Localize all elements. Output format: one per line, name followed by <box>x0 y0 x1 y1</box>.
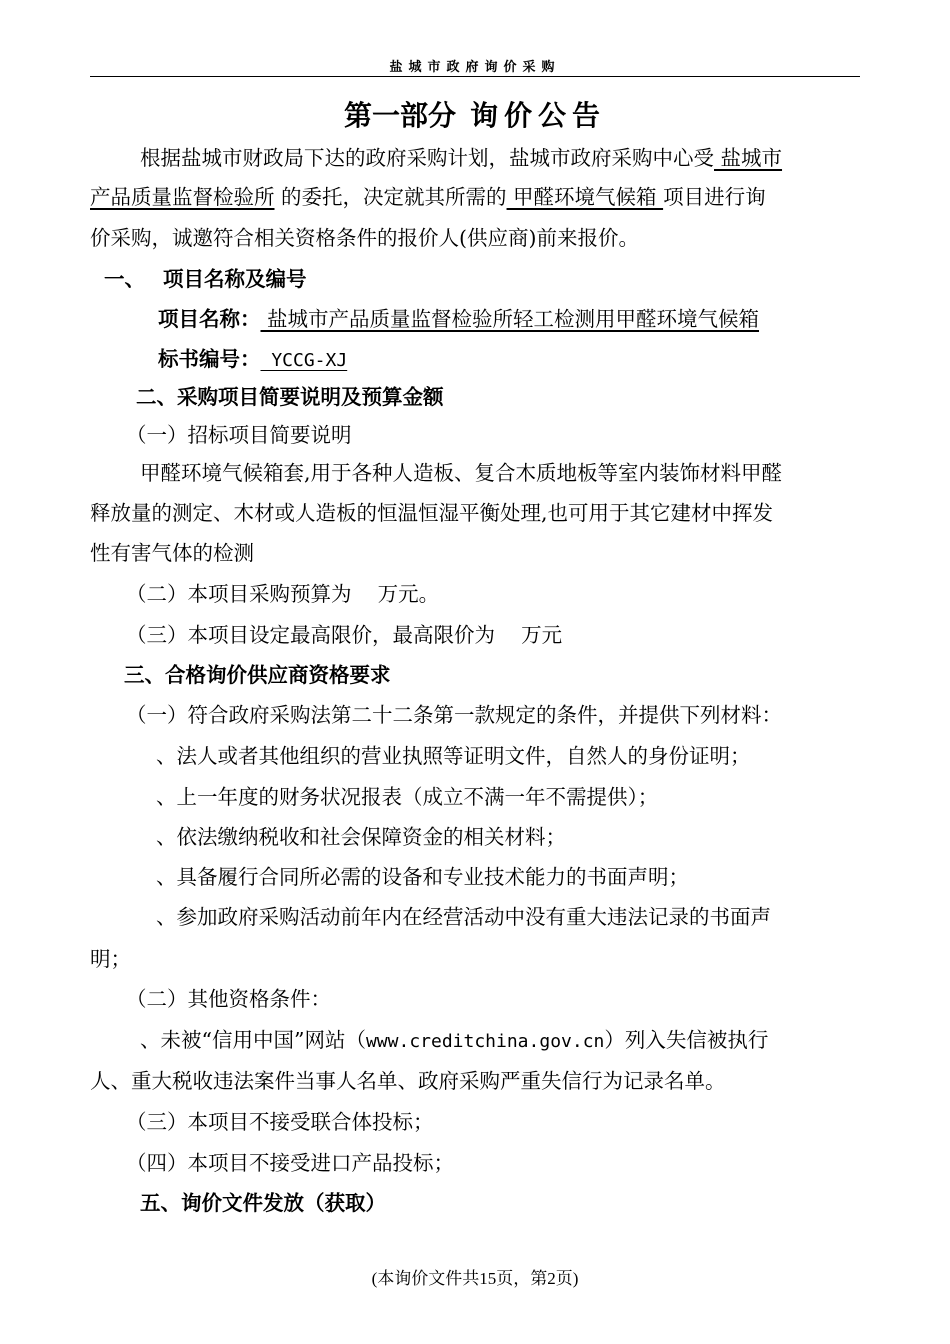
requirement-item-4: 、具备履行合同所必需的设备和专业技术能力的书面声明； <box>156 865 689 889</box>
header-divider <box>90 76 860 77</box>
max-price-line: （三）本项目设定最高限价，最高限价为 万元 <box>126 623 563 647</box>
intro-project-name: 甲醛环境气候箱 <box>506 185 664 209</box>
section-1-title: 项目名称及编号 <box>163 267 307 291</box>
other-condition-line-2: 人、重大税收违法案件当事人名单、政府采购严重失信行为记录名单。 <box>90 1069 726 1093</box>
requirement-item-2: 、上一年度的财务状况报表（成立不满一年不需提供）； <box>156 785 659 809</box>
tender-code-row <box>90 346 933 374</box>
page-footer: (本询价文件共15页，第2页) <box>371 1269 579 1288</box>
other-condition-line-1 <box>90 1027 915 1055</box>
title-part: 第一部分 <box>343 99 456 132</box>
page-title <box>0 94 950 134</box>
running-header: 盐城市政府询价采购 <box>389 60 561 75</box>
project-name-value: 盐城市产品质量监督检验所轻工检测用甲醛环境气候箱 <box>260 307 760 331</box>
section-1-heading <box>90 266 879 292</box>
title-name: 询价公告 <box>470 99 607 132</box>
section-5-heading: 五、询价文件发放（获取） <box>140 1191 386 1215</box>
section-3-sub-2: （二）其他资格条件： <box>126 987 331 1011</box>
section-3-sub-1: （一）符合政府采购法第二十二条第一款规定的条件，并提供下列材料： <box>126 703 782 727</box>
section-3-sub-4: （四）本项目不接受进口产品投标； <box>126 1151 454 1175</box>
requirement-item-5: 、参加政府采购活动前年内在经营活动中没有重大违法记录的书面声 <box>156 905 771 929</box>
other-condition-text: 、未被“信用中国”网站（ <box>140 1028 366 1052</box>
project-name-label: 项目名称： <box>158 307 261 331</box>
description-line-1: 甲醛环境气候箱套,用于各种人造板、复合木质地板等室内装饰材料甲醛 <box>140 461 783 485</box>
project-name-row <box>90 306 933 332</box>
intro-text: 根据盐城市财政局下达的政府采购计划，盐城市政府采购中心受 <box>140 146 714 170</box>
section-3-sub-3: （三）本项目不接受联合体投标； <box>126 1110 434 1134</box>
requirement-item-1: 、法人或者其他组织的营业执照等证明文件，自然人的身份证明； <box>156 744 751 768</box>
tender-code-label: 标书编号： <box>158 347 261 371</box>
section-2-heading: 二、采购项目简要说明及预算金额 <box>136 385 444 409</box>
intro-text: 的委托，决定就其所需的 <box>274 185 507 209</box>
tender-code-value: YCCG-XJ <box>260 350 348 371</box>
intro-text: 项目进行询 <box>663 185 766 209</box>
intro-entrusting-party-cont: 产品质量监督检验所 <box>90 185 275 209</box>
section-1-number: 一、 <box>104 267 145 291</box>
intro-entrusting-party: 盐城市 <box>714 146 783 170</box>
creditchina-url: www.creditchina.gov.cn <box>365 1031 605 1052</box>
section-2-sub-1: （一）招标项目简要说明 <box>126 423 352 447</box>
intro-line-1 <box>90 145 915 171</box>
requirement-item-5-cont: 明； <box>90 947 131 971</box>
intro-line-3: 价采购，诚邀符合相关资格条件的报价人(供应商)前来报价。 <box>90 226 639 250</box>
budget-line: （二）本项目采购预算为 万元。 <box>126 582 440 606</box>
intro-line-2 <box>90 184 865 210</box>
section-3-heading: 三、合格询价供应商资格要求 <box>124 663 391 687</box>
description-line-3: 性有害气体的检测 <box>90 541 254 565</box>
description-line-2: 释放量的测定、木材或人造板的恒温恒湿平衡处理,也可用于其它建材中挥发 <box>90 501 774 525</box>
requirement-item-3: 、依法缴纳税收和社会保障资金的相关材料； <box>156 825 566 849</box>
other-condition-text: ）列入失信被执行 <box>604 1028 769 1052</box>
